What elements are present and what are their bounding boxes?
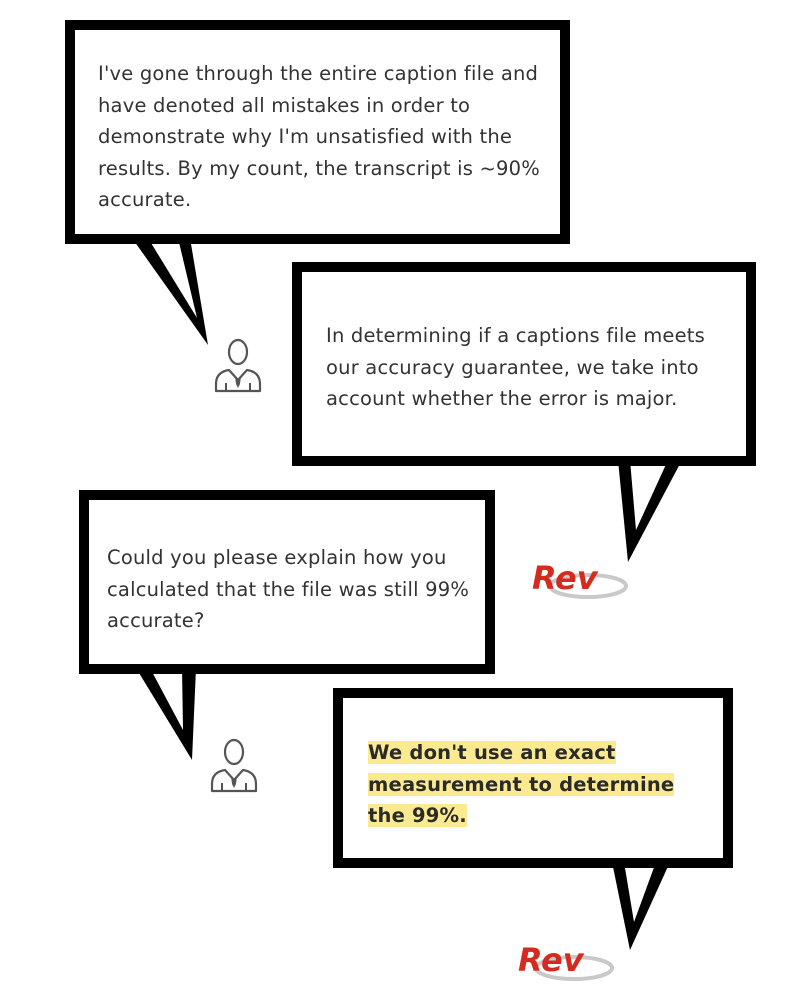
rev-logo-text: Rev <box>518 941 584 979</box>
rev-logo-text: Rev <box>532 559 598 597</box>
tail-4 <box>612 862 670 950</box>
customer-message-bubble-2 <box>79 490 495 674</box>
tail-2 <box>618 460 682 562</box>
highlighted-message-text: We don't use an exact measurement to determine the 99%. <box>368 741 675 827</box>
message-text: Could you please explain how you calculated that the file was still 99% accurate? <box>107 546 470 632</box>
tail-1 <box>132 238 208 345</box>
rev-logo <box>516 938 616 984</box>
user-avatar-icon <box>212 338 264 394</box>
rev-reply-bubble-1 <box>292 262 756 466</box>
customer-message-bubble-1 <box>65 20 570 244</box>
rev-logo <box>530 556 630 602</box>
message-text: In determining if a captions file meets our accuracy guarantee, we take into account whether the error is major. <box>326 324 706 410</box>
tail-3 <box>136 668 196 760</box>
message-text: I've gone through the entire caption file and have denoted all mistakes in order to demonstrate why I'm unsatisfied with the results. By my count, the transcript is ~90% accurate. <box>98 62 540 211</box>
user-avatar-icon <box>208 738 260 794</box>
rev-reply-bubble-2 <box>333 688 733 868</box>
